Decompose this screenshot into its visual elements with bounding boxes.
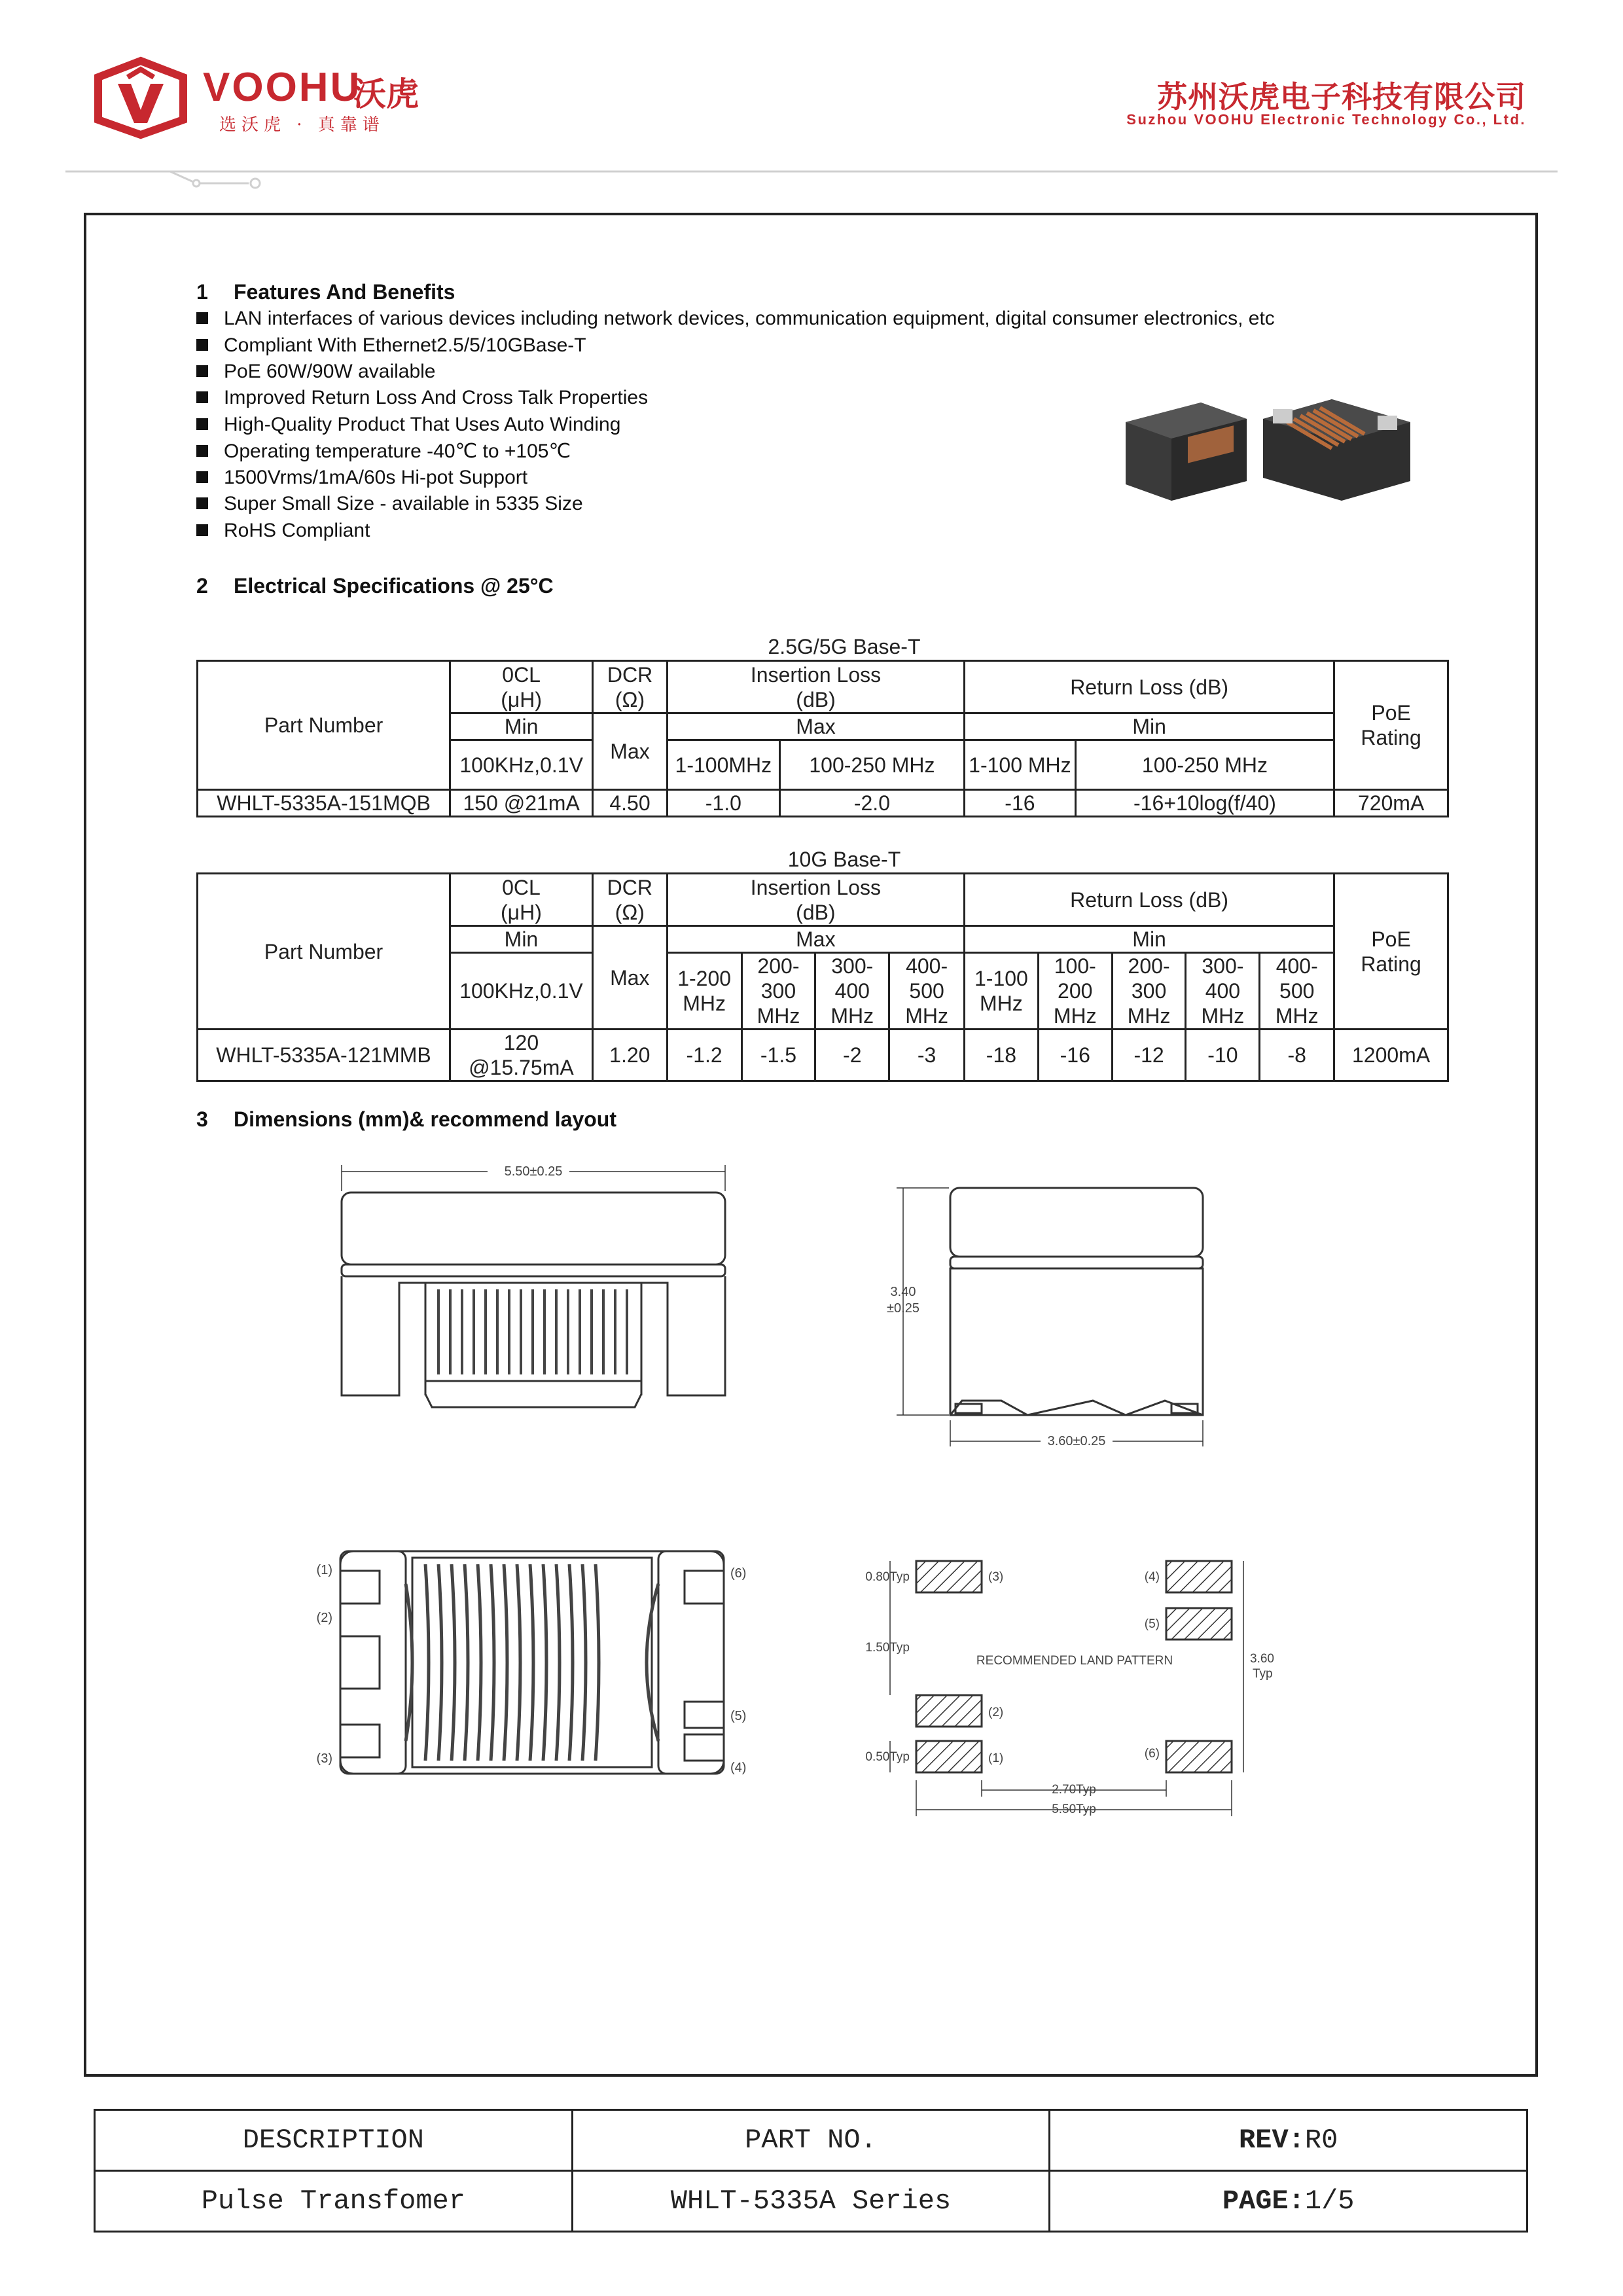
- cell-poe: 1200mA: [1334, 1030, 1448, 1081]
- cell-dcr: 4.50: [593, 790, 668, 817]
- pin-label: (1): [988, 1751, 1004, 1765]
- feature-item: High-Quality Product That Uses Auto Winding: [196, 414, 620, 436]
- cell-max: Max: [593, 713, 668, 790]
- inner-width-label: 2.70Typ: [1052, 1783, 1096, 1797]
- header-part-number: Part Number: [198, 661, 450, 790]
- cell-rl-band: 1-100 MHz: [965, 953, 1039, 1030]
- dim-depth-label: 3.60±0.25: [1047, 1434, 1106, 1448]
- cell-min: Min: [450, 926, 593, 953]
- header-insertion-loss: Insertion Loss (dB): [667, 661, 964, 713]
- company-name-cn: 苏州沃虎电子科技有限公司: [1157, 79, 1526, 115]
- header-dcr: DCR (Ω): [593, 661, 668, 713]
- pin-label: (6): [730, 1566, 747, 1581]
- cell-rl-band: 400- 500 MHz: [1260, 953, 1334, 1030]
- footer-rev: [1050, 2110, 1527, 2171]
- logo-text-cn: 沃虎: [353, 75, 419, 113]
- cell-il-band: 1-200 MHz: [667, 953, 741, 1030]
- top-view-drawing: [316, 1545, 766, 1793]
- cell-rl-band: 1-100 MHz: [965, 740, 1076, 790]
- voohu-logo-icon: [92, 58, 190, 136]
- header-return-loss: Return Loss (dB): [965, 661, 1334, 713]
- cell-rl: -16: [1038, 1030, 1112, 1081]
- header-divider: [65, 164, 1558, 196]
- pin-label: (5): [730, 1709, 747, 1723]
- cell-il-band: 100-250 MHz: [779, 740, 964, 790]
- pad-width-label: 0.80Typ: [865, 1570, 910, 1584]
- footer-rev-label: REV:: [1239, 2125, 1305, 2156]
- pin-label: (1): [316, 1563, 332, 1577]
- header-return-loss: Return Loss (dB): [965, 874, 1334, 926]
- cell-min: Min: [450, 713, 593, 740]
- cell-il: -1.5: [741, 1030, 815, 1081]
- cell-rl: -18: [965, 1030, 1039, 1081]
- cell-dcr: 1.20: [592, 1030, 667, 1081]
- cell-rl: -8: [1260, 1030, 1334, 1081]
- pin-label: (2): [988, 1706, 1004, 1719]
- footer-page-label: PAGE:: [1222, 2185, 1305, 2217]
- footer-partno-label: PART NO.: [572, 2110, 1050, 2171]
- pin-label: (2): [316, 1611, 332, 1625]
- header-ocl: 0CL (μH): [450, 661, 593, 713]
- header-poe-rating: PoE Rating: [1334, 661, 1448, 790]
- table2-caption: 10G Base-T: [787, 848, 901, 871]
- cell-max: Max: [592, 926, 667, 1030]
- cell-ocl: 120 @15.75mA: [450, 1030, 593, 1081]
- pin-label: (6): [1144, 1747, 1160, 1761]
- feature-item: Improved Return Loss And Cross Talk Properties: [196, 387, 648, 409]
- cell-ocl-condition: 100KHz,0.1V: [450, 740, 593, 790]
- header-insertion-loss: Insertion Loss (dB): [667, 874, 964, 926]
- feature-item: Super Small Size - available in 5335 Size: [196, 493, 583, 515]
- dim-height-label: 3.40: [890, 1285, 916, 1299]
- cell-ocl: 150 @21mA: [450, 790, 593, 817]
- cell-ocl-condition: 100KHz,0.1V: [450, 953, 593, 1030]
- cell-il: -1.0: [667, 790, 779, 817]
- cell-min: Min: [965, 713, 1334, 740]
- cell-rl-band: 200- 300 MHz: [1112, 953, 1186, 1030]
- cell-part: WHLT-5335A-151MQB: [198, 790, 450, 817]
- side-view-drawing: [877, 1172, 1217, 1473]
- cell-rl-band: 100-250 MHz: [1075, 740, 1334, 790]
- dim-width-label: 5.50±0.25: [504, 1164, 563, 1179]
- table-row: [198, 790, 1448, 817]
- land-pattern-title: RECOMMENDED LAND PATTERN: [976, 1654, 1173, 1668]
- cell-il: -1.2: [667, 1030, 741, 1081]
- footer-description-value: Pulse Transfomer: [95, 2171, 573, 2232]
- cell-max: Max: [667, 926, 964, 953]
- spec-table-10g: [196, 872, 1449, 1082]
- logo-slogan: 选沃虎 · 真靠谱: [219, 115, 385, 135]
- land-height-label: 3.60: [1250, 1652, 1274, 1666]
- cell-il: -2: [815, 1030, 889, 1081]
- cell-il-band: 300- 400 MHz: [815, 953, 889, 1030]
- feature-item: Operating temperature -40℃ to +105℃: [196, 440, 571, 463]
- feature-item: 1500Vrms/1mA/60s Hi-pot Support: [196, 467, 527, 489]
- cell-min: Min: [965, 926, 1334, 953]
- header-poe-rating: PoE Rating: [1334, 874, 1448, 1030]
- land-height-typ-label: Typ: [1253, 1667, 1273, 1681]
- pin-label: (3): [316, 1751, 332, 1766]
- feature-item: PoE 60W/90W available: [196, 361, 436, 383]
- footer-rev-value: R0: [1304, 2125, 1338, 2156]
- feature-item: Compliant With Ethernet2.5/5/10GBase-T: [196, 334, 586, 357]
- section-electrical-title: 2 Electrical Specifications @ 25°C: [196, 574, 554, 598]
- company-name-en: Suzhou VOOHU Electronic Technology Co., Ltd.: [1126, 111, 1526, 128]
- front-view-drawing: [334, 1152, 740, 1440]
- header-dcr: DCR (Ω): [592, 874, 667, 926]
- cell-rl: -12: [1112, 1030, 1186, 1081]
- cell-poe: 720mA: [1334, 790, 1448, 817]
- table1-caption: 2.5G/5G Base-T: [768, 635, 921, 658]
- pin-label: (4): [1144, 1570, 1160, 1584]
- section-features-title: 1 Features And Benefits: [196, 280, 455, 304]
- cell-il-band: 400- 500 MHz: [889, 953, 965, 1030]
- dim-height-tol-label: ±0.25: [887, 1301, 919, 1316]
- cell-rl-band: 300- 400 MHz: [1186, 953, 1260, 1030]
- title-block: [94, 2109, 1528, 2233]
- pad-width2-label: 0.50Typ: [865, 1750, 910, 1764]
- cell-il-band: 200- 300 MHz: [741, 953, 815, 1030]
- outer-width-label: 5.50Typ: [1052, 1803, 1096, 1816]
- footer-description-label: DESCRIPTION: [95, 2110, 573, 2171]
- cell-il: -3: [889, 1030, 965, 1081]
- land-pattern-drawing: [864, 1545, 1283, 1820]
- logo-text-en: VOOHU: [203, 65, 362, 110]
- cell-il-band: 1-100MHz: [667, 740, 779, 790]
- header-part-number: Part Number: [198, 874, 450, 1030]
- footer-page: [1050, 2171, 1527, 2232]
- pin-label: (5): [1144, 1617, 1160, 1631]
- spec-table-2.5g-5g: [196, 660, 1449, 817]
- product-photo: [1116, 383, 1423, 514]
- header-ocl: 0CL (μH): [450, 874, 593, 926]
- cell-rl: -16+10log(f/40): [1075, 790, 1334, 817]
- cell-il: -2.0: [779, 790, 964, 817]
- pin-label: (3): [988, 1570, 1004, 1584]
- feature-item: RoHS Compliant: [196, 520, 370, 542]
- footer-partno-value: WHLT-5335A Series: [572, 2171, 1050, 2232]
- feature-item: LAN interfaces of various devices including network devices, communication equipment, digital consumer electronics, etc: [196, 308, 1275, 330]
- table-row: [198, 1030, 1448, 1081]
- footer-page-value: 1/5: [1304, 2185, 1355, 2217]
- cell-max: Max: [667, 713, 964, 740]
- pin-label: (4): [730, 1761, 747, 1775]
- cell-rl: -10: [1186, 1030, 1260, 1081]
- pad-pitch-label: 1.50Typ: [865, 1641, 910, 1655]
- cell-rl: -16: [965, 790, 1076, 817]
- cell-rl-band: 100- 200 MHz: [1038, 953, 1112, 1030]
- section-dimensions-title: 3 Dimensions (mm)& recommend layout: [196, 1107, 616, 1131]
- cell-part: WHLT-5335A-121MMB: [198, 1030, 450, 1081]
